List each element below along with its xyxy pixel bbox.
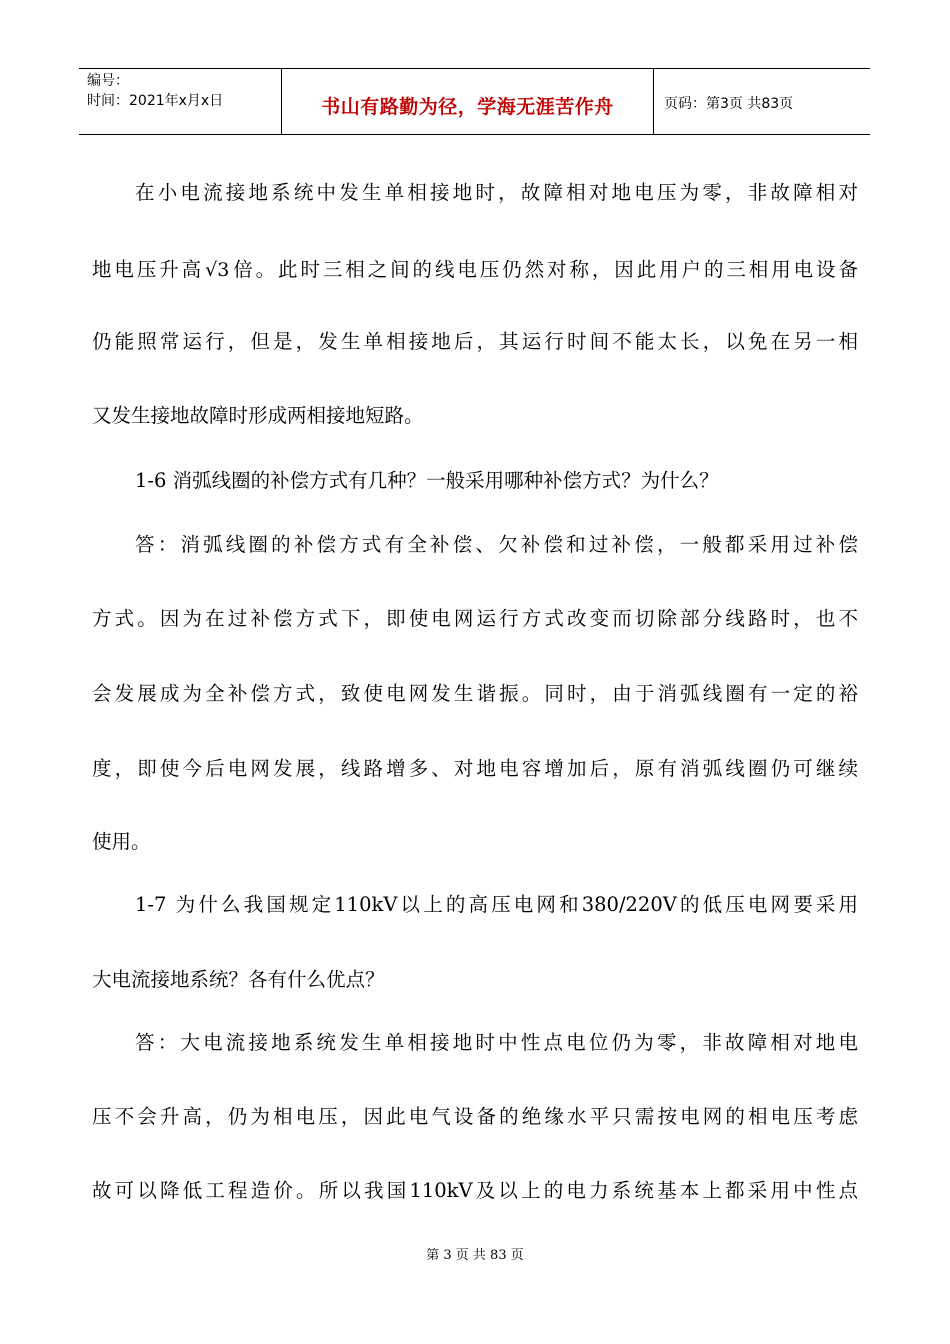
document-number-label: 编号： xyxy=(87,73,129,89)
question-heading: 1-6 消弧线圈的补偿方式有几种？一般采用哪种补偿方式？为什么？ xyxy=(135,469,719,492)
paragraph-line: 压不会升高，仍为相电压，因此电气设备的绝缘水平只需按电网的相电压考虑 xyxy=(92,1105,858,1128)
paragraph-line: 答：大电流接地系统发生单相接地时中性点电位仍为零，非故障相对地电 xyxy=(135,1031,858,1054)
footer-page-number: 第 3 页 共 83 页 xyxy=(426,1248,524,1263)
document-date-label: 时间：2021年x月x日 xyxy=(87,93,224,109)
question-heading: 大电流接地系统？各有什么优点？ xyxy=(92,968,385,991)
text-fragment: 地电压升高 xyxy=(92,258,205,281)
paragraph-line: 故可以降低工程造价。所以我国110kV及以上的电力系统基本上都采用中性点 xyxy=(92,1179,858,1202)
paragraph-line: 使用。 xyxy=(92,830,151,853)
question-heading: 1-7 为什么我国规定110kV以上的高压电网和380/220V的低压电网要采用 xyxy=(135,893,858,916)
page-footer xyxy=(0,1244,950,1263)
paragraph-line xyxy=(92,255,858,285)
sqrt-symbol: √3 xyxy=(205,259,230,281)
header-meta xyxy=(79,69,282,135)
paragraph-line: 仍能照常运行，但是，发生单相接地后，其运行时间不能太长，以免在另一相 xyxy=(92,330,858,353)
paragraph-line: 会发展成为全补偿方式，致使电网发生谐振。同时，由于消弧线圈有一定的裕 xyxy=(92,682,858,705)
text-fragment: 倍。此时三相之间的线电压仍然对称，因此用户的三相用电设备 xyxy=(230,258,858,281)
header-page-info xyxy=(654,69,870,135)
header-motto: 书山有路勤为径，学海无涯苦作舟 xyxy=(321,95,614,118)
paragraph-line: 度，即使今后电网发展，线路增多、对地电容增加后，原有消弧线圈仍可继续 xyxy=(92,757,858,780)
header-page-label: 页码：第3页 共83页 xyxy=(664,96,794,112)
page-header xyxy=(79,68,870,135)
paragraph-line: 方式。因为在过补偿方式下，即使电网运行方式改变而切除部分线路时，也不 xyxy=(92,607,858,630)
paragraph-line: 又发生接地故障时形成两相接地短路。 xyxy=(92,404,424,427)
header-motto-cell xyxy=(282,69,654,135)
paragraph-line: 在小电流接地系统中发生单相接地时，故障相对地电压为零，非故障相对 xyxy=(135,181,858,204)
paragraph-line: 答：消弧线圈的补偿方式有全补偿、欠补偿和过补偿，一般都采用过补偿 xyxy=(135,533,858,556)
